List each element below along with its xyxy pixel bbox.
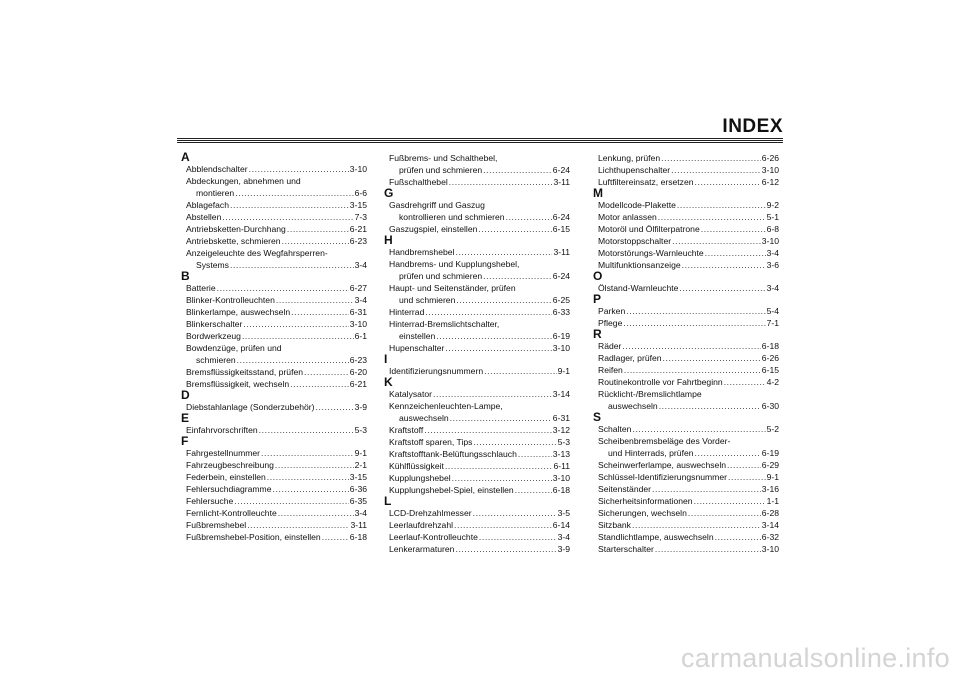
index-entry: Fahrgestellnummer ..... 9-1: [181, 447, 367, 459]
index-entry: prüfen und schmieren ..... 6-24: [384, 270, 570, 282]
index-entry: Reifen ..... 6-15: [593, 364, 779, 376]
index-entry: Fußbremshebel ..... 3-11: [181, 519, 367, 531]
index-entry: Starterschalter ..... 3-10: [593, 543, 779, 555]
section-letter-e: E: [181, 411, 190, 425]
index-entry: Bowdenzüge, prüfen und: [186, 343, 282, 353]
index-entry: Leerlaufdrehzahl ..... 6-14: [384, 519, 570, 531]
index-entry: Anzeigeleuchte des Wegfahrsperren-: [186, 248, 328, 258]
index-entry: Katalysator ..... 3-14: [384, 388, 570, 400]
index-entry: Fußbrems- und Schalthebel,: [389, 153, 498, 163]
index-entry: Luftfiltereinsatz, ersetzen ..... 6-12: [593, 176, 779, 188]
index-entry: Scheinwerferlampe, auswechseln ..... 6-29: [593, 459, 779, 471]
index-entry: Radlager, prüfen ..... 6-26: [593, 352, 779, 364]
index-entry: Modellcode-Plakette ..... 9-2: [593, 199, 779, 211]
index-entry: Bremsflüssigkeit, wechseln ..... 6-21: [181, 378, 367, 390]
index-entry: Identifizierungsnummern ..... 9-1: [384, 365, 570, 377]
index-entry: Blinker-Kontrolleuchten ..... 3-4: [181, 294, 367, 306]
index-entry: Sitzbank ..... 3-14: [593, 519, 779, 531]
index-entry: Systems ..... 3-4: [181, 259, 367, 271]
watermark: carmanualsonline.info: [681, 643, 950, 673]
index-entry: Einfahrvorschriften ..... 5-3: [181, 424, 367, 436]
index-entry: Sicherungen, wechseln ..... 6-28: [593, 507, 779, 519]
index-entry: Kraftstoff ..... 3-12: [384, 424, 570, 436]
index-entry: Kraftstoff sparen, Tips ..... 5-3: [384, 436, 570, 448]
index-entry: Schalten ..... 5-2: [593, 423, 779, 435]
section-letter-o: O: [593, 269, 603, 283]
index-entry: auswechseln ..... 6-31: [384, 412, 570, 424]
index-entry: Handbremshebel ..... 3-11: [384, 246, 570, 258]
index-entry: Fernlicht-Kontrolleuchte ..... 3-4: [181, 507, 367, 519]
index-entry: Handbrems- und Kupplungshebel,: [389, 259, 520, 269]
index-entry: Motorstoppschalter ..... 3-10: [593, 235, 779, 247]
index-column-3: [593, 152, 779, 555]
index-entry: Ablagefach ..... 3-15: [181, 199, 367, 211]
index-entry: und Hinterrads, prüfen ..... 6-19: [593, 447, 779, 459]
title-rule: [177, 138, 783, 144]
section-letter-h: H: [384, 233, 393, 247]
index-entry: Leerlauf-Kontrolleuchte ..... 3-4: [384, 531, 570, 543]
index-entry: Gasdrehgriff und Gaszug: [389, 200, 485, 210]
section-letter-f: F: [181, 434, 189, 448]
index-entry: kontrollieren und schmieren ..... 6-24: [384, 211, 570, 223]
index-entry: Abstellen ..... 7-3: [181, 211, 367, 223]
index-entry: Rücklicht-/Bremslichtlampe: [598, 389, 702, 399]
index-entry: Routinekontrolle vor Fahrtbeginn ..... 4-2: [593, 376, 779, 388]
index-entry: Seitenständer ..... 3-16: [593, 483, 779, 495]
index-entry: auswechseln ..... 6-30: [593, 400, 779, 412]
index-entry: prüfen und schmieren ..... 6-24: [384, 164, 570, 176]
index-entry: Sicherheitsinformationen ..... 1-1: [593, 495, 779, 507]
index-column-2: [384, 152, 570, 555]
section-letter-p: P: [593, 292, 602, 306]
index-entry: Motor anlassen ..... 5-1: [593, 211, 779, 223]
index-entry: schmieren ..... 6-23: [181, 354, 367, 366]
index-entry: Multifunktionsanzeige ..... 3-6: [593, 259, 779, 271]
index-entry: Abblendschalter ..... 3-10: [181, 163, 367, 175]
index-entry: Motoröl und Ölfilterpatrone ..... 6-8: [593, 223, 779, 235]
section-letter-d: D: [181, 388, 190, 402]
index-entry: Motorstörungs-Warnleuchte ..... 3-4: [593, 247, 779, 259]
index-entry: Haupt- und Seitenständer, prüfen: [389, 283, 516, 293]
index-entry: Fehlersuchdiagramme ..... 6-36: [181, 483, 367, 495]
index-entry: Kühlflüssigkeit ..... 6-11: [384, 460, 570, 472]
index-entry: Fußbremshebel-Position, einstellen ..... 6-18: [181, 531, 367, 543]
index-entry: Blinkerschalter ..... 3-10: [181, 318, 367, 330]
index-entry: Fußschalthebel ..... 3-11: [384, 176, 570, 188]
index-entry: Federbein, einstellen ..... 3-15: [181, 471, 367, 483]
index-entry: Kupplungshebel ..... 3-10: [384, 472, 570, 484]
index-entry: Kennzeichenleuchten-Lampe,: [389, 401, 503, 411]
index-entry: Lenkung, prüfen ..... 6-26: [593, 152, 779, 164]
index-entry: Parken ..... 5-4: [593, 305, 779, 317]
section-letter-m: M: [593, 186, 603, 200]
index-entry: Hinterrad-Bremslichtschalter,: [389, 319, 500, 329]
index-entry: Lichthupenschalter ..... 3-10: [593, 164, 779, 176]
index-entry: Scheibenbremsbeläge des Vorder-: [598, 436, 731, 446]
section-letter-l: L: [384, 494, 392, 508]
index-entry: Standlichtlampe, auswechseln ..... 6-32: [593, 531, 779, 543]
index-entry: montieren ..... 6-6: [181, 187, 367, 199]
index-entry: Hupenschalter ..... 3-10: [384, 342, 570, 354]
index-entry: Batterie ..... 6-27: [181, 282, 367, 294]
index-entry: Hinterrad ..... 6-33: [384, 306, 570, 318]
index-entry: Kraftstofftank-Belüftungsschlauch ..... 3-13: [384, 448, 570, 460]
index-entry: einstellen ..... 6-19: [384, 330, 570, 342]
section-letter-s: S: [593, 410, 602, 424]
index-entry: Kupplungshebel-Spiel, einstellen ..... 6-18: [384, 484, 570, 496]
section-letter-a: A: [181, 150, 190, 164]
index-entry: Antriebskette, schmieren ..... 6-23: [181, 235, 367, 247]
index-entry: LCD-Drehzahlmesser ..... 3-5: [384, 507, 570, 519]
index-entry: Bordwerkzeug ..... 6-1: [181, 330, 367, 342]
index-entry: Gaszugspiel, einstellen ..... 6-15: [384, 223, 570, 235]
section-letter-g: G: [384, 186, 394, 200]
page-title: INDEX: [722, 116, 783, 137]
index-entry: Diebstahlanlage (Sonderzubehör) ..... 3-9: [181, 401, 367, 413]
index-entry: und schmieren ..... 6-25: [384, 294, 570, 306]
section-letter-r: R: [593, 327, 602, 341]
index-entry: Schlüssel-Identifizierungsnummer ..... 9-1: [593, 471, 779, 483]
section-letter-b: B: [181, 269, 190, 283]
index-entry: Bremsflüssigkeitsstand, prüfen ..... 6-20: [181, 366, 367, 378]
index-entry: Lenkerarmaturen ..... 3-9: [384, 543, 570, 555]
index-entry: Blinkerlampe, auswechseln ..... 6-31: [181, 306, 367, 318]
section-letter-i: I: [384, 352, 388, 366]
index-entry: Fehlersuche ..... 6-35: [181, 495, 367, 507]
index-entry: Pflege ..... 7-1: [593, 317, 779, 329]
index-entry: Antriebsketten-Durchhang ..... 6-21: [181, 223, 367, 235]
index-entry: Räder ..... 6-18: [593, 340, 779, 352]
index-entry: Fahrzeugbeschreibung ..... 2-1: [181, 459, 367, 471]
index-entry: Ölstand-Warnleuchte ..... 3-4: [593, 282, 779, 294]
index-entry: Abdeckungen, abnehmen und: [186, 176, 301, 186]
section-letter-k: K: [384, 375, 393, 389]
index-column-1: [181, 152, 367, 543]
